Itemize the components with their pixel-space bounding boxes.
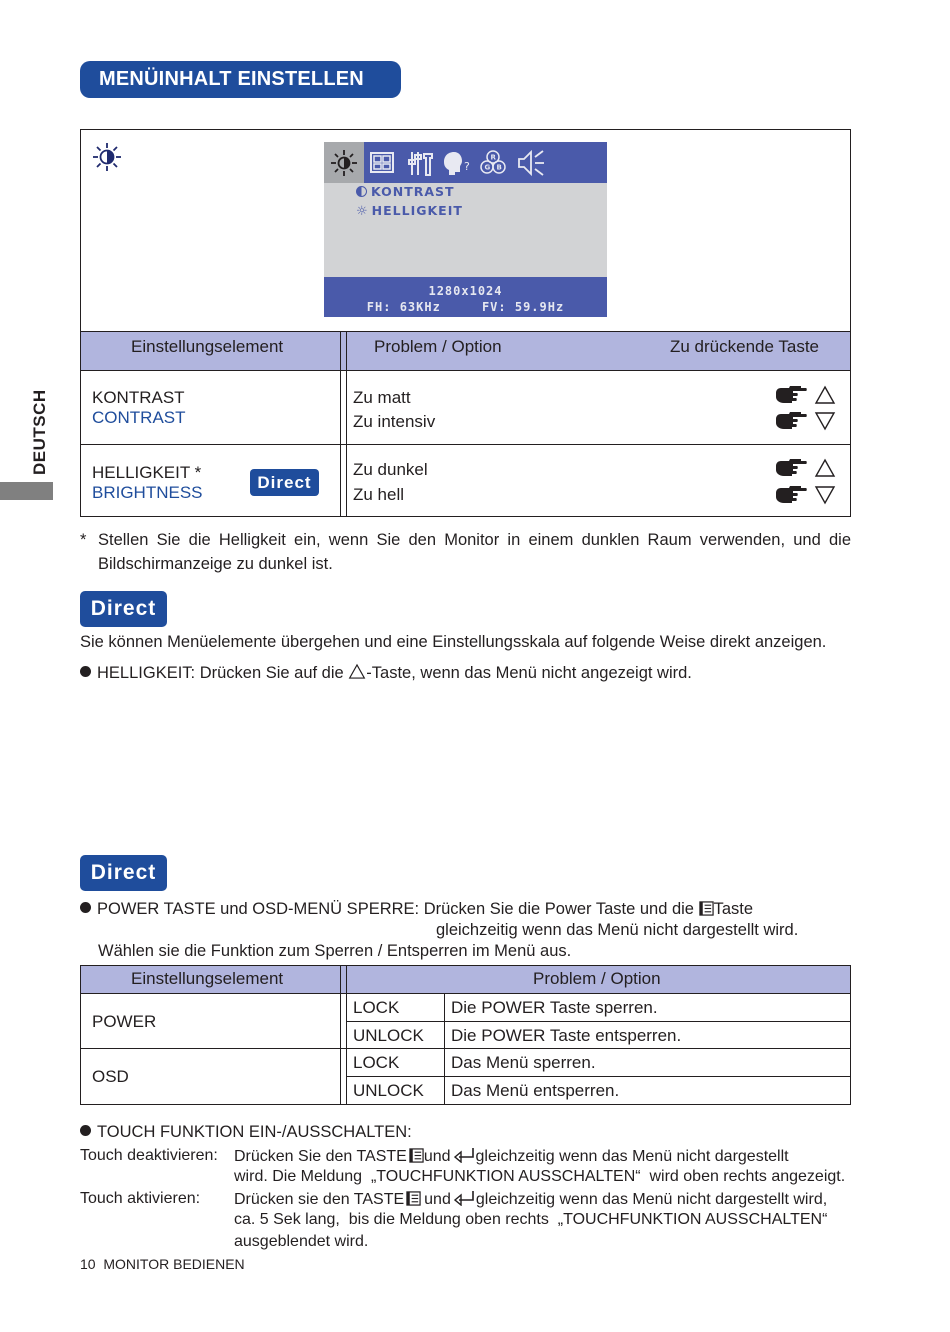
column-divider	[340, 966, 341, 1104]
footnote-marker: *	[80, 531, 87, 549]
table-row-option: UNLOCK	[353, 1026, 424, 1045]
brightness-label-de: HELLIGKEIT *	[92, 463, 202, 482]
power-lock-line3: Wählen sie die Funktion zum Sperren / Entsperren im Menü aus.	[98, 942, 572, 960]
touch-activate-text: Drücken sie den TASTE und gleichzeitig wenn das Menü nicht dargestellt wird,	[234, 1191, 828, 1208]
touch-activate-line3: ausgeblendet wird.	[234, 1233, 369, 1250]
up-arrow-icon	[814, 458, 836, 478]
direct-heading: Direct	[80, 855, 167, 891]
table-row-description: Die POWER Taste entsperren.	[451, 1026, 682, 1045]
hand-pointer-icon	[775, 411, 807, 431]
footnote-line1: Stellen Sie die Helligkeit ein, wenn Sie den Monitor in einem dunklen Raum verwenden, und die	[98, 531, 851, 549]
table-row-description: Das Menü sperren.	[451, 1053, 596, 1072]
col-header-key: Zu drückende Taste	[670, 337, 819, 356]
direct-heading: Direct	[80, 591, 167, 627]
osd-menu-illustration	[324, 142, 607, 317]
bullet-icon	[80, 666, 91, 677]
touch-activate-line2: ca. 5 Sek lang, bis die Meldung oben rechts „TOUCHFUNKTION AUSSCHALTEN“	[234, 1211, 828, 1228]
bullet-icon	[80, 1125, 91, 1136]
contrast-option-low: Zu matt	[353, 388, 411, 407]
contrast-icon	[356, 186, 367, 197]
sun-icon: ☼	[356, 204, 369, 219]
menu-key-icon	[699, 901, 714, 916]
hand-pointer-icon	[775, 485, 807, 505]
contrast-label-en: CONTRAST	[92, 408, 186, 427]
page-number: 10	[80, 1256, 96, 1272]
row-divider	[81, 444, 850, 445]
col-header-element: Einstellungselement	[131, 969, 284, 988]
menu-key-icon	[406, 1191, 421, 1206]
touch-bullet: TOUCH FUNKTION EIN-/AUSSCHALTEN:	[80, 1120, 412, 1144]
row-divider	[81, 1048, 850, 1049]
power-lock-bullet: POWER TASTE und OSD-MENÜ SPERRE: Drücken Sie die Power Taste und die Taste	[80, 897, 753, 921]
osd-brightness-icon	[329, 148, 359, 178]
section-title: MENÜINHALT EINSTELLEN	[80, 61, 401, 98]
power-group-label: POWER	[92, 1012, 157, 1031]
osd-frequency: FH: 63KHz FV: 59.9Hz	[366, 300, 565, 314]
menu-key-icon	[409, 1148, 424, 1163]
contrast-label-de: KONTRAST	[92, 388, 185, 407]
touch-activate-label: Touch aktivieren:	[80, 1190, 201, 1207]
brightness-label-en: BRIGHTNESS	[92, 483, 203, 502]
osd-audio-icon	[516, 148, 546, 178]
svg-text:G: G	[484, 163, 491, 172]
page-footer	[80, 1256, 245, 1272]
osd-help-language-icon	[441, 148, 471, 178]
column-divider	[346, 966, 347, 1104]
brightness-direct-bullet: HELLIGKEIT: Drücken Sie auf die -Taste, wenn das Menü nicht angezeigt wird.	[80, 661, 692, 685]
down-arrow-icon	[814, 411, 836, 431]
hand-pointer-icon	[775, 458, 807, 478]
table-row-option: UNLOCK	[353, 1081, 424, 1100]
osd-group-label: OSD	[92, 1067, 129, 1086]
language-tab-label: DEUTSCH	[30, 389, 49, 476]
osd-status-bar	[324, 277, 607, 317]
table-row-description: Die POWER Taste sperren.	[451, 998, 658, 1017]
up-arrow-icon	[348, 663, 366, 680]
osd-color-rgb-icon	[478, 148, 508, 178]
language-tab-bar	[0, 482, 53, 500]
osd-item-brightness: ☼ HELLIGKEIT	[356, 203, 463, 219]
hand-pointer-icon	[775, 385, 807, 405]
footnote-line2: Bildschirmanzeige zu dunkel ist.	[98, 555, 333, 573]
footer-label: MONITOR BEDIENEN	[103, 1256, 245, 1272]
svg-text:R: R	[490, 153, 496, 162]
table-row-option: LOCK	[353, 1053, 400, 1072]
power-lock-line2: gleichzeitig wenn das Menü nicht dargestellt wird.	[436, 921, 799, 939]
column-divider	[346, 331, 347, 517]
row-divider	[347, 1076, 850, 1077]
col-header-element: Einstellungselement	[131, 337, 284, 356]
osd-setup-icon	[406, 148, 436, 178]
svg-text:B: B	[496, 163, 502, 172]
osd-picture-icon	[367, 148, 397, 178]
table-row-option: LOCK	[353, 998, 400, 1017]
table-row-description: Das Menü entsperren.	[451, 1081, 620, 1100]
brightness-icon	[92, 142, 122, 172]
contrast-option-high: Zu intensiv	[353, 412, 436, 431]
touch-deactivate-label: Touch deaktivieren:	[80, 1147, 218, 1164]
osd-resolution: 1280x1024	[428, 284, 503, 298]
brightness-option-low: Zu dunkel	[353, 460, 428, 479]
column-divider	[444, 994, 445, 1104]
bullet-icon	[80, 902, 91, 913]
direct-badge: Direct	[250, 469, 319, 496]
svg-text:?: ?	[464, 160, 470, 173]
touch-deactivate-line2: wird. Die Meldung „TOUCHFUNKTION AUSSCHALTEN“ wird oben rechts angezeigt.	[234, 1168, 846, 1185]
column-divider	[340, 331, 341, 517]
touch-deactivate-text: Drücken Sie den TASTE und gleichzeitig wenn das Menü nicht dargestellt	[234, 1148, 789, 1165]
brightness-option-high: Zu hell	[353, 485, 405, 504]
direct-intro: Sie können Menüelemente übergehen und eine Einstellungsskala auf folgende Weise direkt anzeigen.	[80, 633, 827, 651]
osd-item-contrast: KONTRAST	[356, 184, 455, 199]
enter-key-icon	[454, 1190, 476, 1206]
down-arrow-icon	[814, 485, 836, 505]
row-divider	[347, 1021, 850, 1022]
enter-key-icon	[454, 1147, 476, 1163]
up-arrow-icon	[814, 385, 836, 405]
col-header-problem: Problem / Option	[533, 969, 661, 988]
col-header-problem: Problem / Option	[374, 337, 502, 356]
